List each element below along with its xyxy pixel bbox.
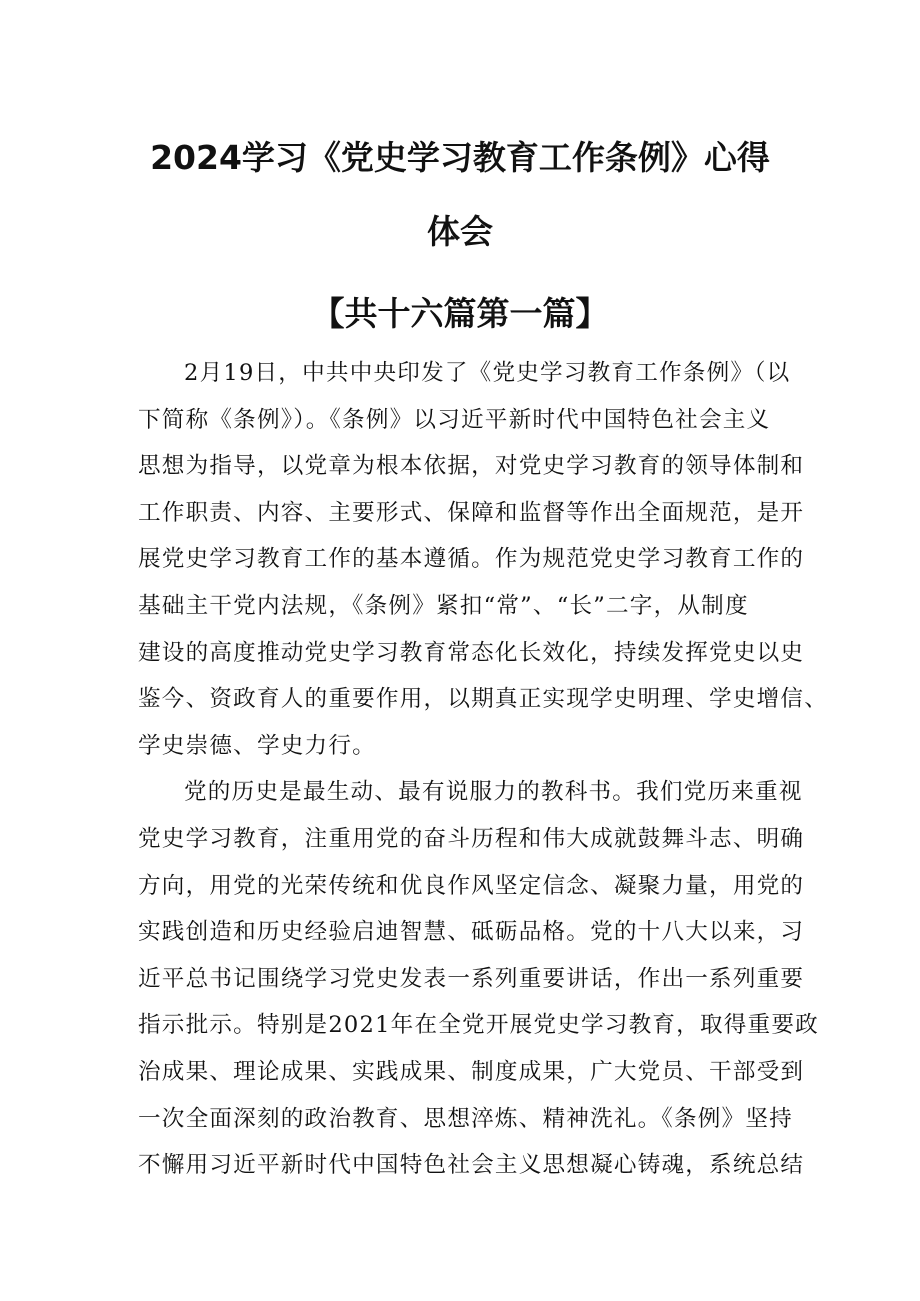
paragraph-line: 实践创造和历史经验启迪智慧、砥砺品格。党的十八大以来，习	[138, 919, 805, 946]
paragraph-line: 思想为指导，以党章为根本依据，对党史学习教育的领导体制和	[138, 453, 805, 480]
paragraph-line: 建设的高度推动党史学习教育常态化长效化，持续发挥党史以史	[138, 639, 805, 666]
paragraph-line: 展党史学习教育工作的基本遵循。作为规范党史学习教育工作的	[138, 546, 805, 573]
document-title-line-2: 体会	[427, 212, 493, 251]
document-subtitle: 【共十六篇第一篇】	[311, 294, 609, 333]
paragraph-line: 指示批示。特别是2021年在全党开展党史学习教育，取得重要政	[138, 1012, 819, 1039]
paragraph-line: 学史崇德、学史力行。	[138, 732, 376, 759]
paragraph-line: 工作职责、内容、主要形式、保障和监督等作出全面规范，是开	[138, 499, 805, 526]
paragraph-1	[138, 350, 829, 769]
paragraph-line: 治成果、理论成果、实践成果、制度成果，广大党员、干部受到	[138, 1058, 805, 1085]
paragraph-line: 近平总书记围绕学习党史发表一系列重要讲话，作出一系列重要	[138, 965, 805, 992]
document-body	[138, 350, 829, 1189]
paragraph-line: 党史学习教育，注重用党的奋斗历程和伟大成就鼓舞斗志、明确	[138, 825, 805, 852]
paragraph-2	[138, 769, 818, 1188]
paragraph-line: 党的历史是最生动、最有说服力的教科书。我们党历来重视	[184, 779, 803, 806]
paragraph-line: 基础主干党内法规，《条例》紧扣“常”、“长”二字，从制度	[138, 592, 749, 619]
paragraph-line: 2月19日，中共中央印发了《党史学习教育工作条例》（以	[184, 360, 791, 386]
document-title-line-1: 2024学习《党史学习教育工作条例》心得	[150, 138, 770, 177]
paragraph-line: 一次全面深刻的政治教育、思想淬炼、精神洗礼。《条例》坚持	[138, 1105, 793, 1132]
paragraph-line: 下简称《条例》）。《条例》以习近平新时代中国特色社会主义	[138, 406, 771, 433]
paragraph-line: 不懈用习近平新时代中国特色社会主义思想凝心铸魂，系统总结	[138, 1152, 805, 1179]
paragraph-line: 方向，用党的光荣传统和优良作风坚定信念、凝聚力量，用党的	[138, 872, 805, 899]
paragraph-line: 鉴今、资政育人的重要作用，以期真正实现学史明理、学史增信、	[138, 686, 829, 713]
